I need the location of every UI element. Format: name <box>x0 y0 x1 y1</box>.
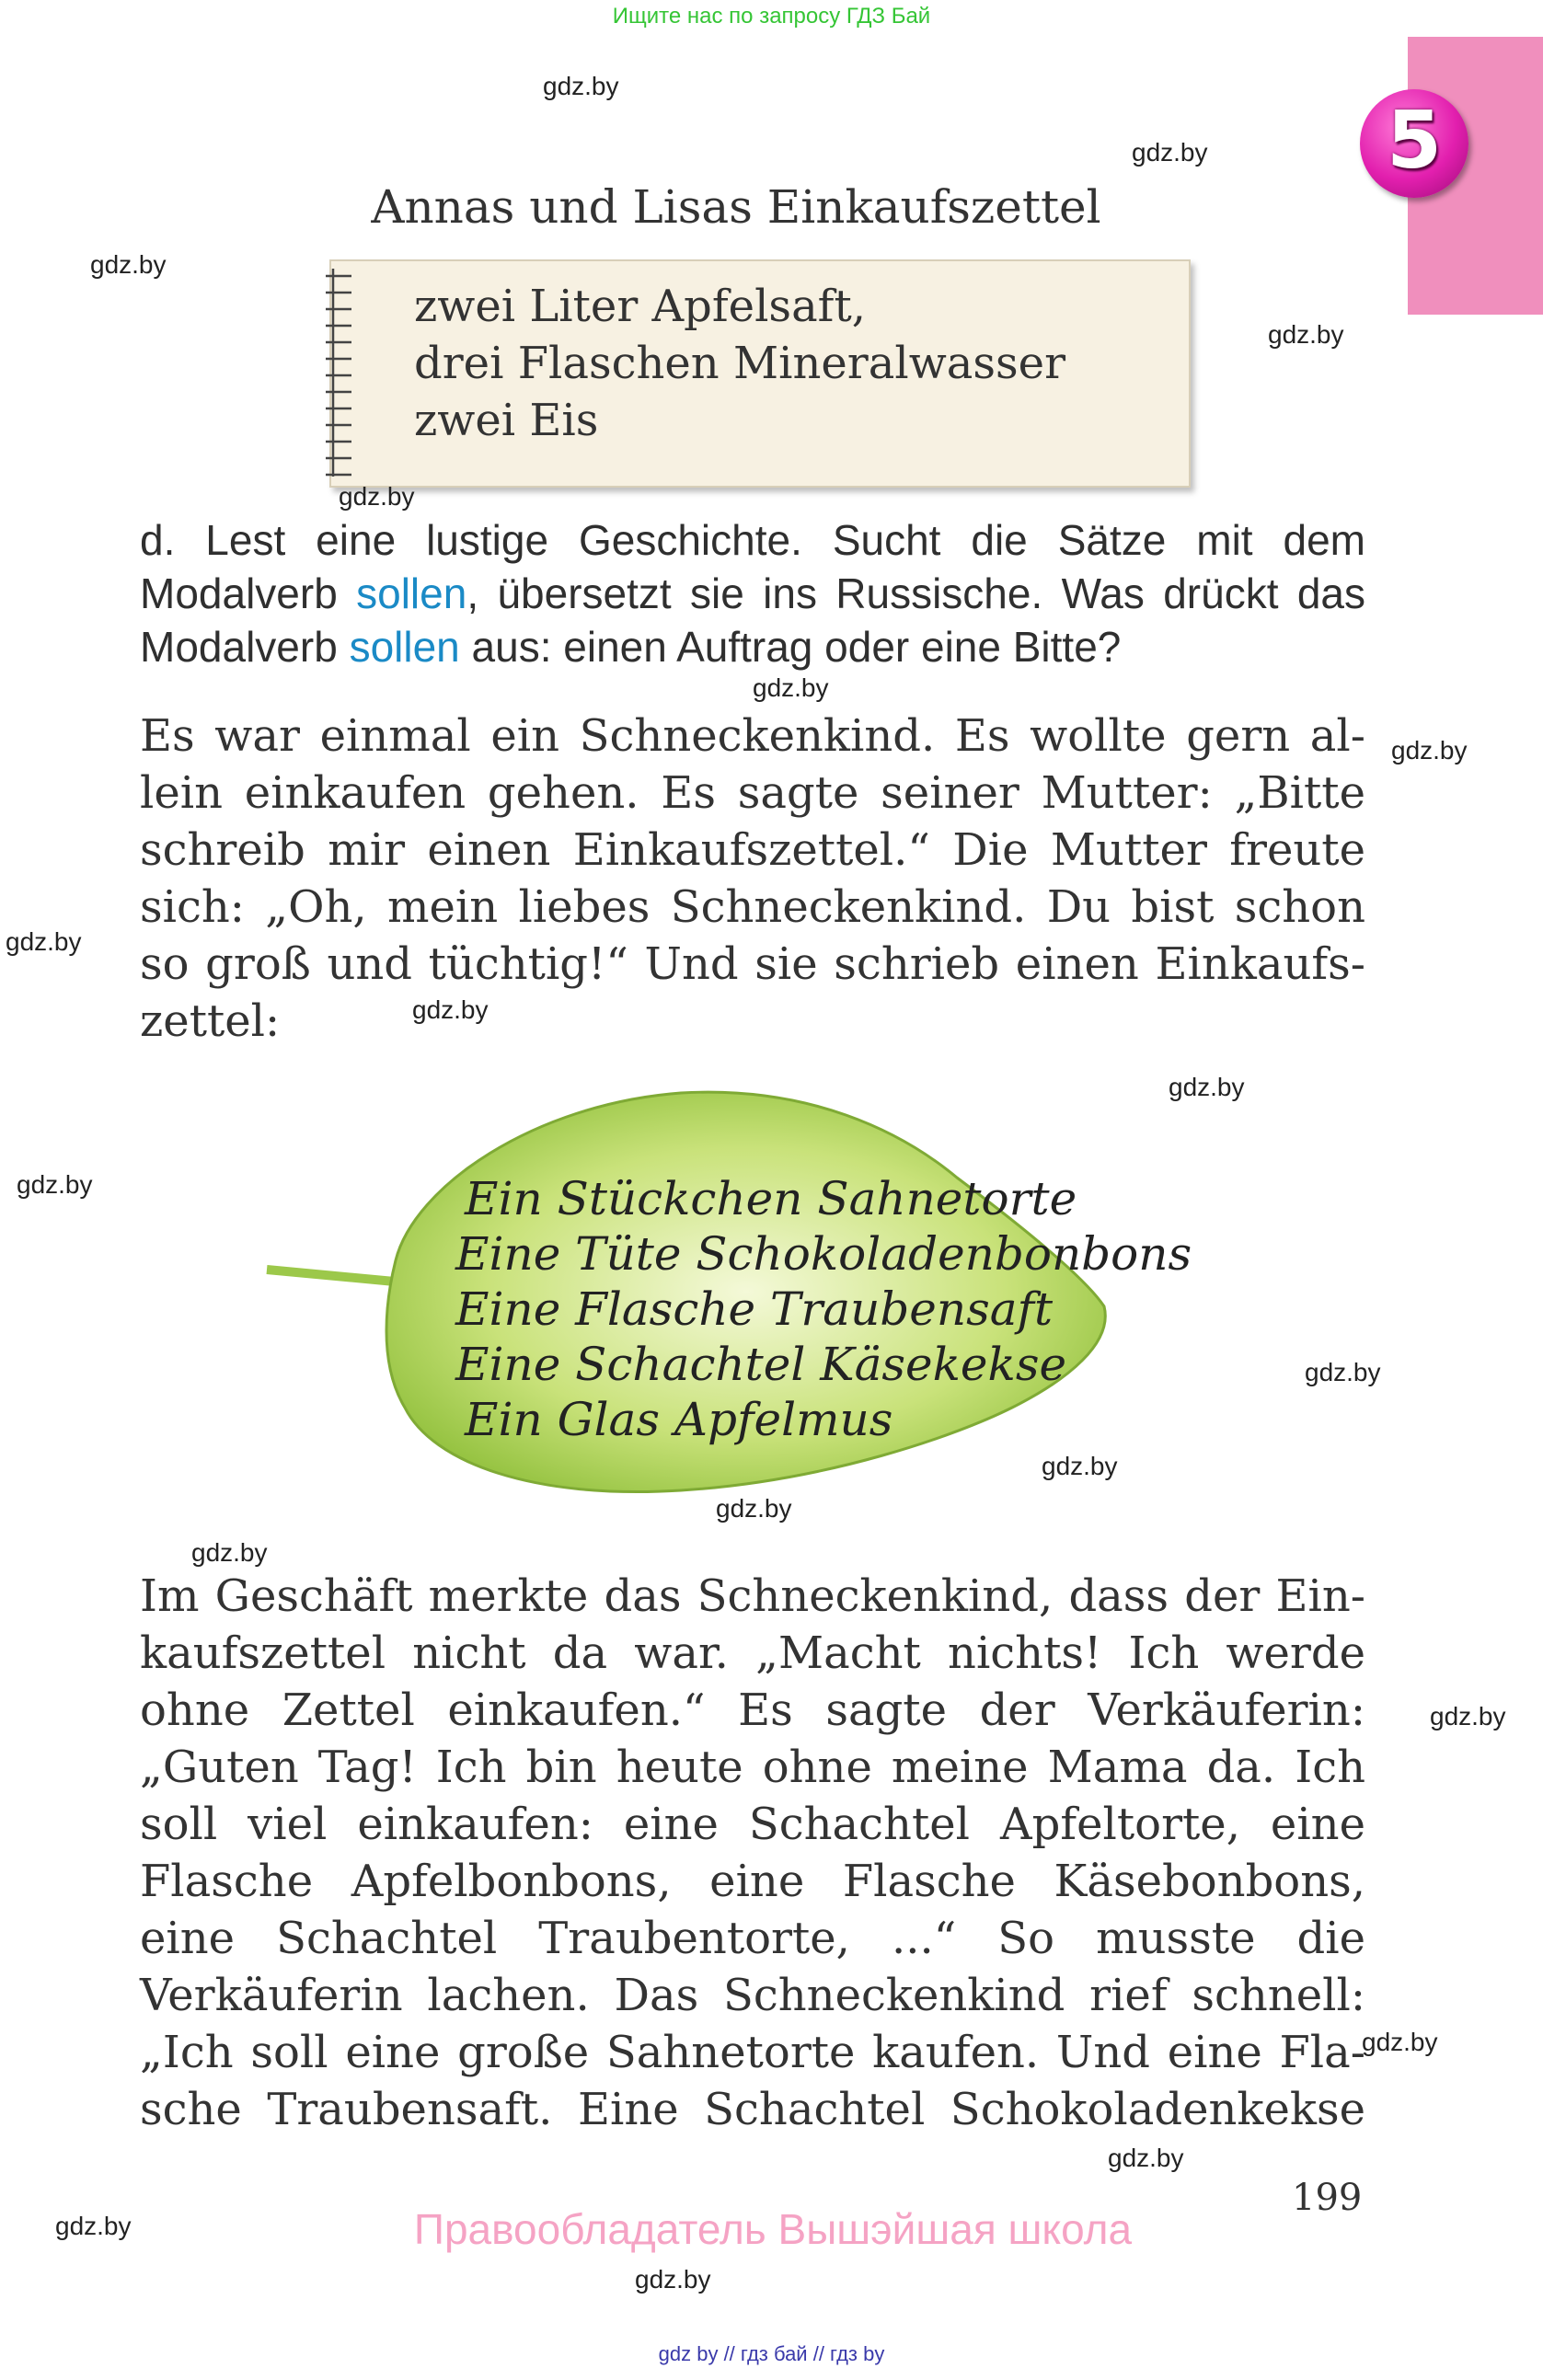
list-title: Annas und Lisas Einkaufszettel <box>371 180 1101 234</box>
watermark: gdz.by <box>635 2265 711 2294</box>
bottom-links[interactable]: gdz by // гдз бай // гдз by <box>658 2342 885 2365</box>
watermark: gdz.by <box>1042 1452 1118 1480</box>
watermark: gdz.by <box>55 2212 132 2240</box>
story-line: „Ich soll eine große Sahnetorte kaufen. Und eine Fla- <box>140 2027 1365 2078</box>
story-line: sich: „Oh, mein liebes Schneckenkind. Du bist schon <box>140 881 1365 933</box>
chapter-number: 5 <box>1387 95 1442 187</box>
keyword-sollen: sollen <box>349 623 460 671</box>
watermark: gdz.by <box>1108 2144 1184 2172</box>
chapter-number-badge <box>1360 89 1468 198</box>
note-line-3: zwei Eis <box>414 395 599 446</box>
svg-text:Ein Stückchen Sahnetorte: Ein Stückchen Sahnetorte <box>465 1172 1077 1225</box>
watermark: gdz.by <box>412 995 489 1024</box>
story-line: lein einkaufen gehen. Es sagte seiner Mutter: „Bitte <box>140 767 1365 819</box>
task-instruction: d. Lest eine lustige Geschichte. Sucht die Sätze mit dem Modalverb sollen, übersetzt sie ins Russische. Was drückt das Modalverb sollen aus: einen Auftrag oder eine Bitte? <box>140 516 1365 671</box>
watermark: gdz.by <box>6 927 82 956</box>
svg-text:Eine Schachtel Käsekekse: Eine Schachtel Käsekekse <box>455 1338 1067 1391</box>
watermark: gdz.by <box>1132 138 1208 167</box>
watermark: gdz.by <box>1430 1702 1506 1730</box>
page-number: 199 <box>1292 2177 1363 2219</box>
keyword-sollen: sollen <box>356 569 467 617</box>
watermark: gdz.by <box>90 250 167 279</box>
watermark: gdz.by <box>1362 2028 1438 2056</box>
watermark: gdz.by <box>339 482 415 511</box>
story-line: schreib mir einen Einkaufszettel.“ Die Mutter freute <box>140 824 1365 876</box>
note-line-1: zwei Liter Apfelsaft, <box>414 281 866 332</box>
copyright-footer: Правообладатель Вышэйшая школа <box>413 2205 1133 2253</box>
watermark: gdz.by <box>191 1538 268 1567</box>
story-line: Flasche Apfelbonbons, eine Flasche Käsebonbons, <box>140 1856 1365 1907</box>
spiral-binding-icon <box>322 265 355 480</box>
watermark: gdz.by <box>1169 1073 1245 1101</box>
svg-text:Eine Flasche Traubensaft: Eine Flasche Traubensaft <box>455 1282 1054 1336</box>
story-line: Im Geschäft merkte das Schneckenkind, dass der Ein- <box>140 1570 1365 1622</box>
story-line: ohne Zettel einkaufen.“ Es sagte der Verkäuferin: <box>140 1684 1365 1736</box>
svg-text:Eine Tüte Schokoladenbonbons: Eine Tüte Schokoladenbonbons <box>455 1227 1192 1281</box>
story-line: zettel: <box>140 995 281 1047</box>
svg-text:Ein Glas Apfelmus: Ein Glas Apfelmus <box>465 1393 893 1446</box>
story-line: eine Schachtel Traubentorte, ...“ So musste die <box>140 1913 1365 1964</box>
note-line-2: drei Flaschen Mineralwasser <box>414 338 1066 389</box>
watermark: gdz.by <box>543 72 619 100</box>
watermark: gdz.by <box>17 1170 93 1199</box>
story-line: soll viel einkaufen: eine Schachtel Apfeltorte, eine <box>140 1799 1365 1850</box>
story-line: so groß und tüchtig!“ Und sie schrieb einen Einkaufs- <box>140 938 1365 990</box>
watermark: gdz.by <box>1268 320 1344 349</box>
story-line: „Guten Tag! Ich bin heute ohne meine Mama da. Ich <box>140 1742 1365 1793</box>
top-search-note[interactable]: Ищите нас по запросу ГДЗ Бай <box>612 4 931 29</box>
watermark: gdz.by <box>753 673 829 702</box>
story-line: Es war einmal ein Schneckenkind. Es wollte gern al- <box>140 710 1365 762</box>
story-line: sche Traubensaft. Eine Schachtel Schokoladenkekse <box>140 2084 1365 2135</box>
watermark: gdz.by <box>1305 1358 1381 1386</box>
story-line: kaufszettel nicht da war. „Macht nichts! Ich werde <box>140 1627 1365 1679</box>
watermark: gdz.by <box>1391 736 1468 765</box>
watermark: gdz.by <box>716 1494 792 1523</box>
story-line: Verkäuferin lachen. Das Schneckenkind rief schnell: <box>140 1970 1365 2021</box>
